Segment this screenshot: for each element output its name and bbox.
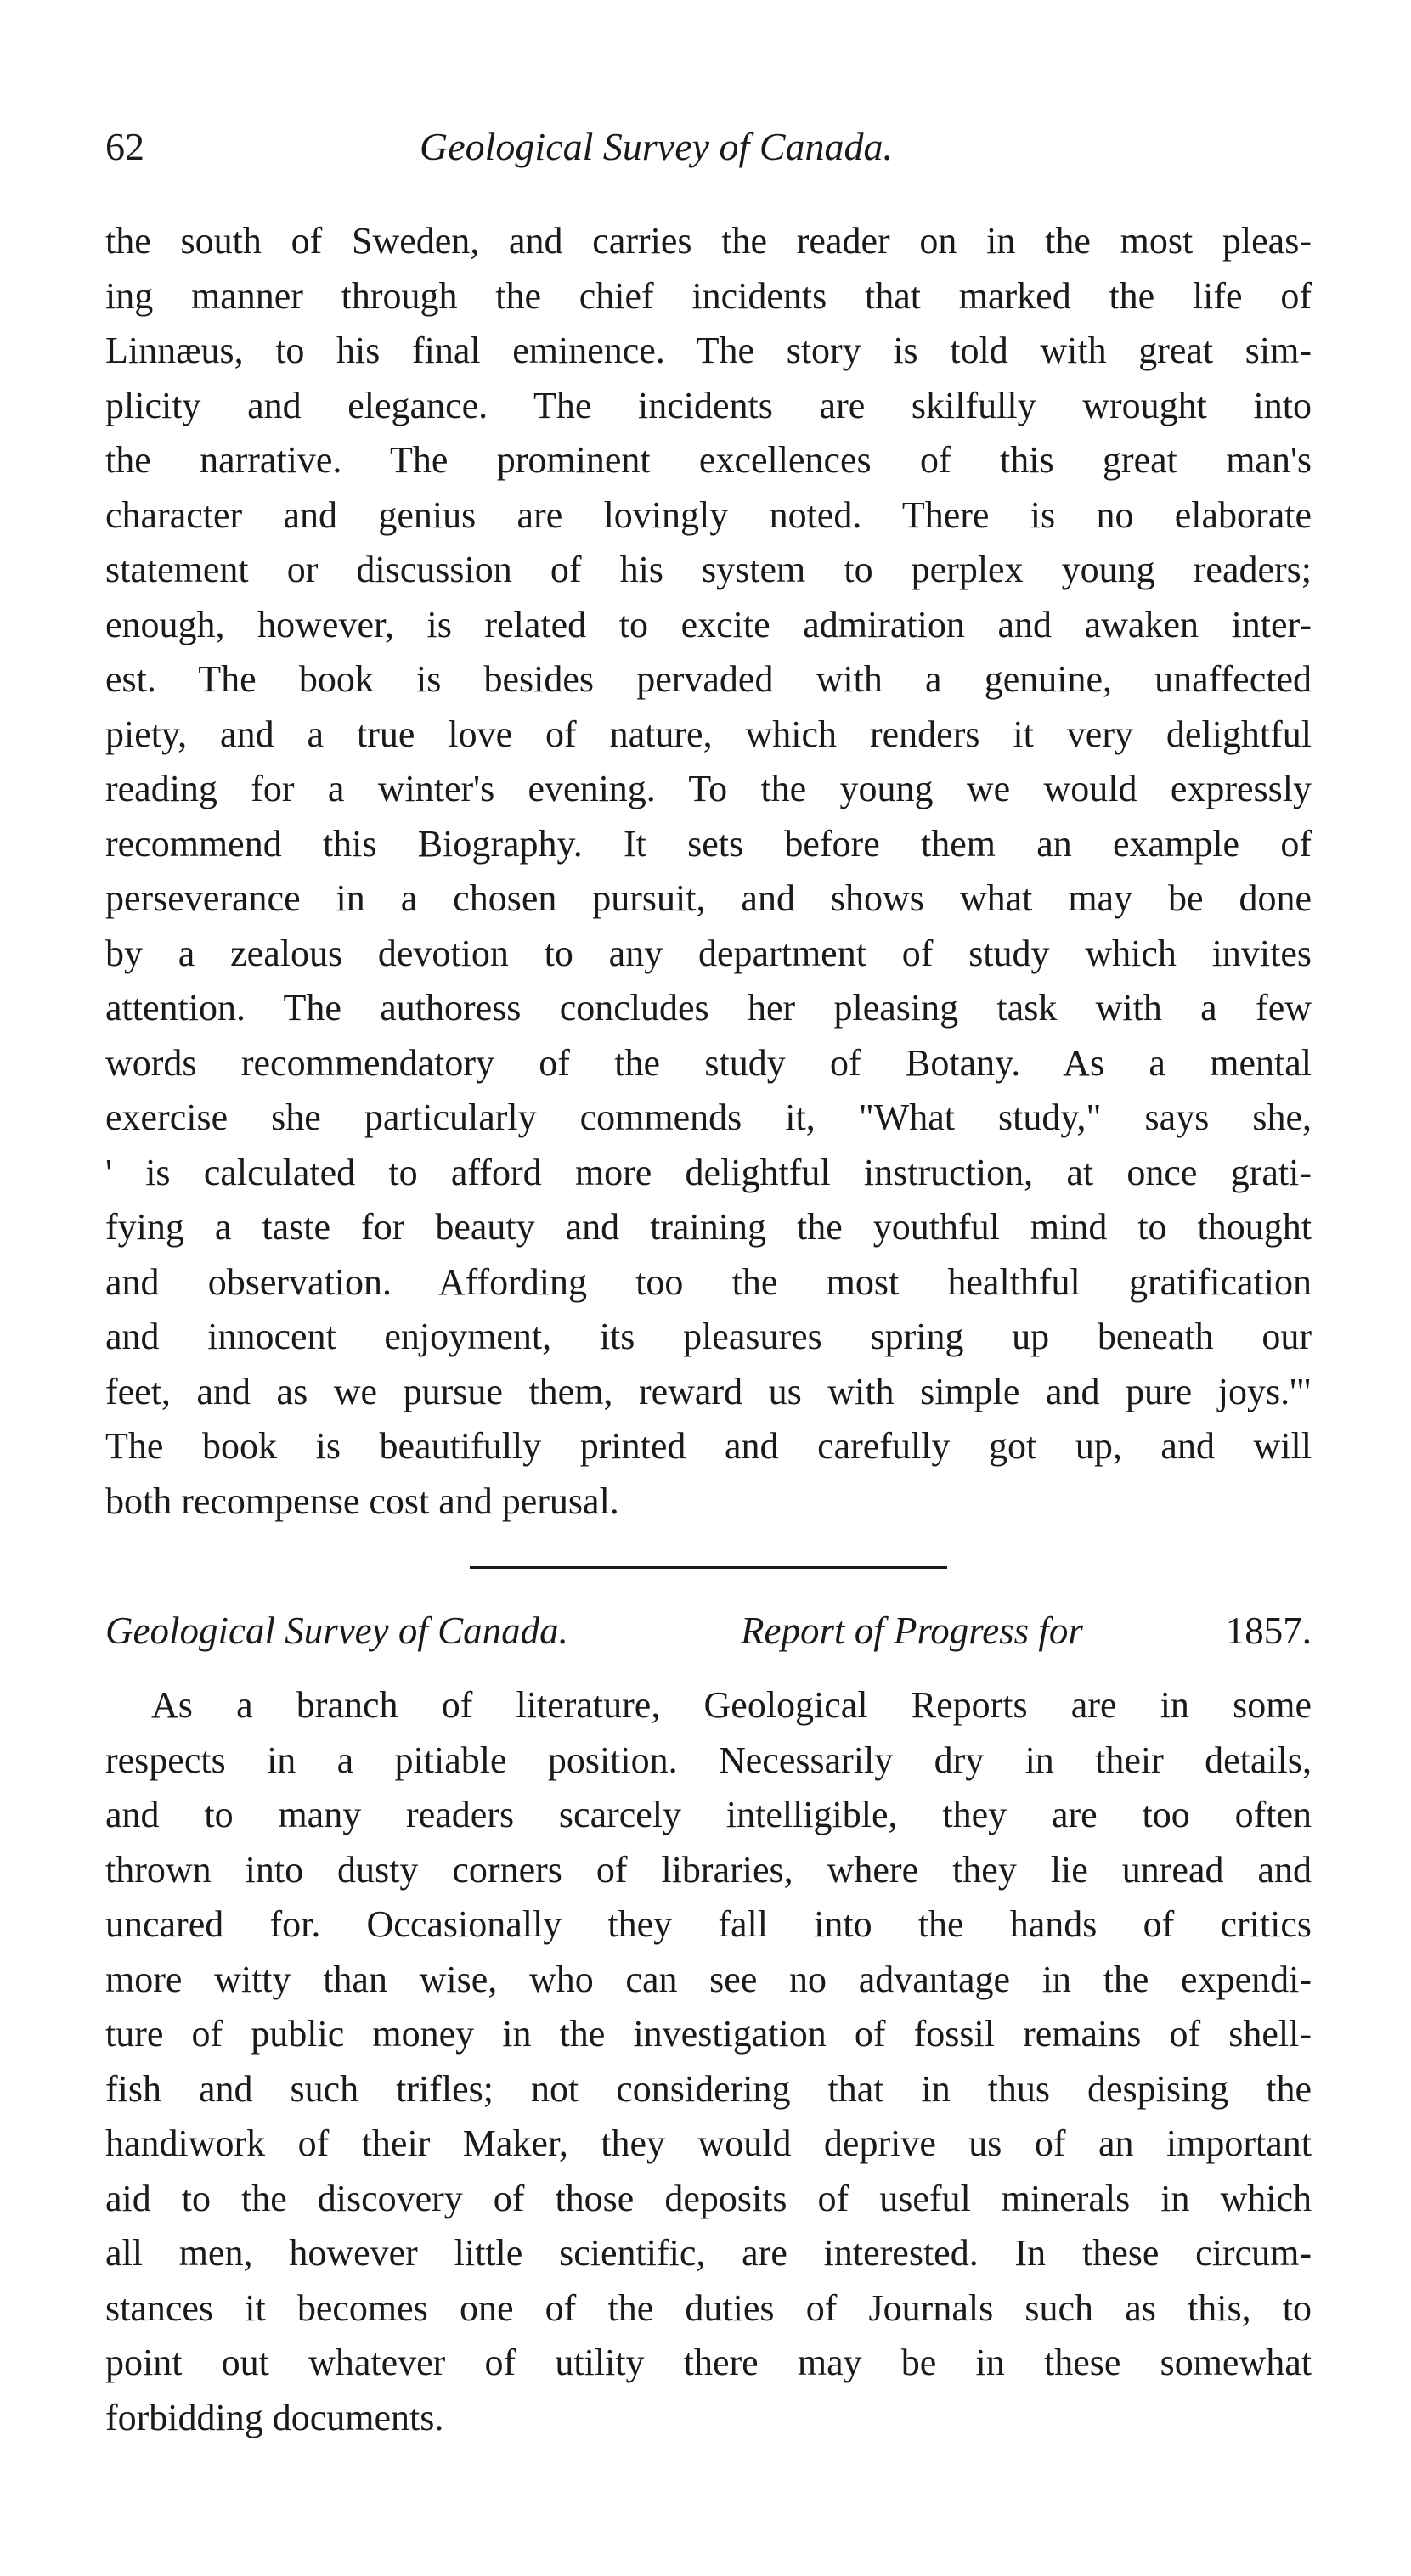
text-line: feet, and as we pursue them, reward us with simple and pure joys.'" [105, 1370, 1312, 1412]
text-line: thrown into dusty corners of libraries, where they lie unread and [105, 1848, 1312, 1891]
text-line: all men, however little scientific, are interested. In these circum- [105, 2232, 1312, 2274]
text-line: ing manner through the chief incidents that marked the life of [105, 274, 1312, 317]
notice-subtitle: Report of Progress for [741, 1609, 1083, 1652]
text-line: the south of Sweden, and carries the reader on in the most pleas- [105, 220, 1312, 262]
text-line: respects in a pitiable position. Necessarily dry in their details, [105, 1739, 1312, 1781]
notice-title: Geological Survey of Canada. [105, 1609, 568, 1652]
text-line: handiwork of their Maker, they would deprive us of an important [105, 2122, 1312, 2164]
text-line: piety, and a true love of nature, which renders it very delightful [105, 713, 1312, 755]
review-one-paragraph [105, 214, 1312, 1529]
text-line: forbidding documents. [105, 2396, 444, 2438]
text-line: fish and such trifles; not considering that in thus despising the [105, 2067, 1312, 2110]
text-line: enough, however, is related to excite admiration and awaken inter- [105, 603, 1312, 645]
text-line: stances it becomes one of the duties of Journals such as this, to [105, 2286, 1312, 2329]
text-line: reading for a winter's evening. To the young we would expressly [105, 768, 1312, 809]
text-line: As a branch of literature, Geological Reports are in some [151, 1684, 1312, 1726]
text-line: character and genius are lovingly noted. There is no elaborate [105, 493, 1312, 536]
review-two-paragraph [105, 1678, 1312, 2445]
text-line: the narrative. The prominent excellences of this great man's [105, 439, 1312, 481]
text-line: aid to the discovery of those deposits of useful minerals in which [105, 2177, 1312, 2219]
page-number: 62 [105, 125, 144, 168]
text-line: point out whatever of utility there may be in these somewhat [105, 2342, 1312, 2383]
running-title: Geological Survey of Canada. [420, 125, 894, 168]
text-line: plicity and elegance. The incidents are skilfully wrought into [105, 384, 1312, 426]
running-head [105, 117, 1312, 177]
text-line: The book is beautifully printed and carefully got up, and will [105, 1425, 1312, 1467]
text-line: Linnæus, to his final eminence. The story is told with great sim- [105, 330, 1312, 371]
text-line: by a zealous devotion to any department of study which invites [105, 932, 1312, 974]
text-line: and observation. Affording too the most healthful gratification [105, 1260, 1312, 1303]
text-line: and innocent enjoyment, its pleasures spring up beneath our [105, 1316, 1312, 1357]
text-line: both recompense cost and perusal. [105, 1480, 619, 1522]
text-line: exercise she particularly commends it, "What study," says she, [105, 1096, 1312, 1138]
text-line: fying a taste for beauty and training the youthful mind to thought [105, 1206, 1312, 1248]
text-line: ' is calculated to afford more delightful instruction, at once grati- [105, 1151, 1312, 1193]
text-line: words recommendatory of the study of Botany. As a mental [105, 1041, 1312, 1084]
text-line: attention. The authoress concludes her pleasing task with a few [105, 987, 1312, 1029]
text-line: and to many readers scarcely intelligible, they are too often [105, 1794, 1312, 1835]
text-line: uncared for. Occasionally they fall into the hands of critics [105, 1903, 1312, 1945]
text-line: ture of public money in the investigation of fossil remains of shell- [105, 2013, 1312, 2055]
text-line: est. The book is besides pervaded with a genuine, unaffected [105, 658, 1312, 700]
text-line: more witty than wise, who can see no advantage in the expendi- [105, 1958, 1312, 2000]
text-line: recommend this Biography. It sets before them an example of [105, 822, 1312, 865]
section-divider [470, 1566, 947, 1569]
text-line: perseverance in a chosen pursuit, and shows what may be done [105, 877, 1312, 919]
text-line: statement or discussion of his system to perplex young readers; [105, 549, 1312, 590]
notice-year: 1857. [1225, 1609, 1312, 1652]
notice-heading [105, 1601, 1312, 1660]
